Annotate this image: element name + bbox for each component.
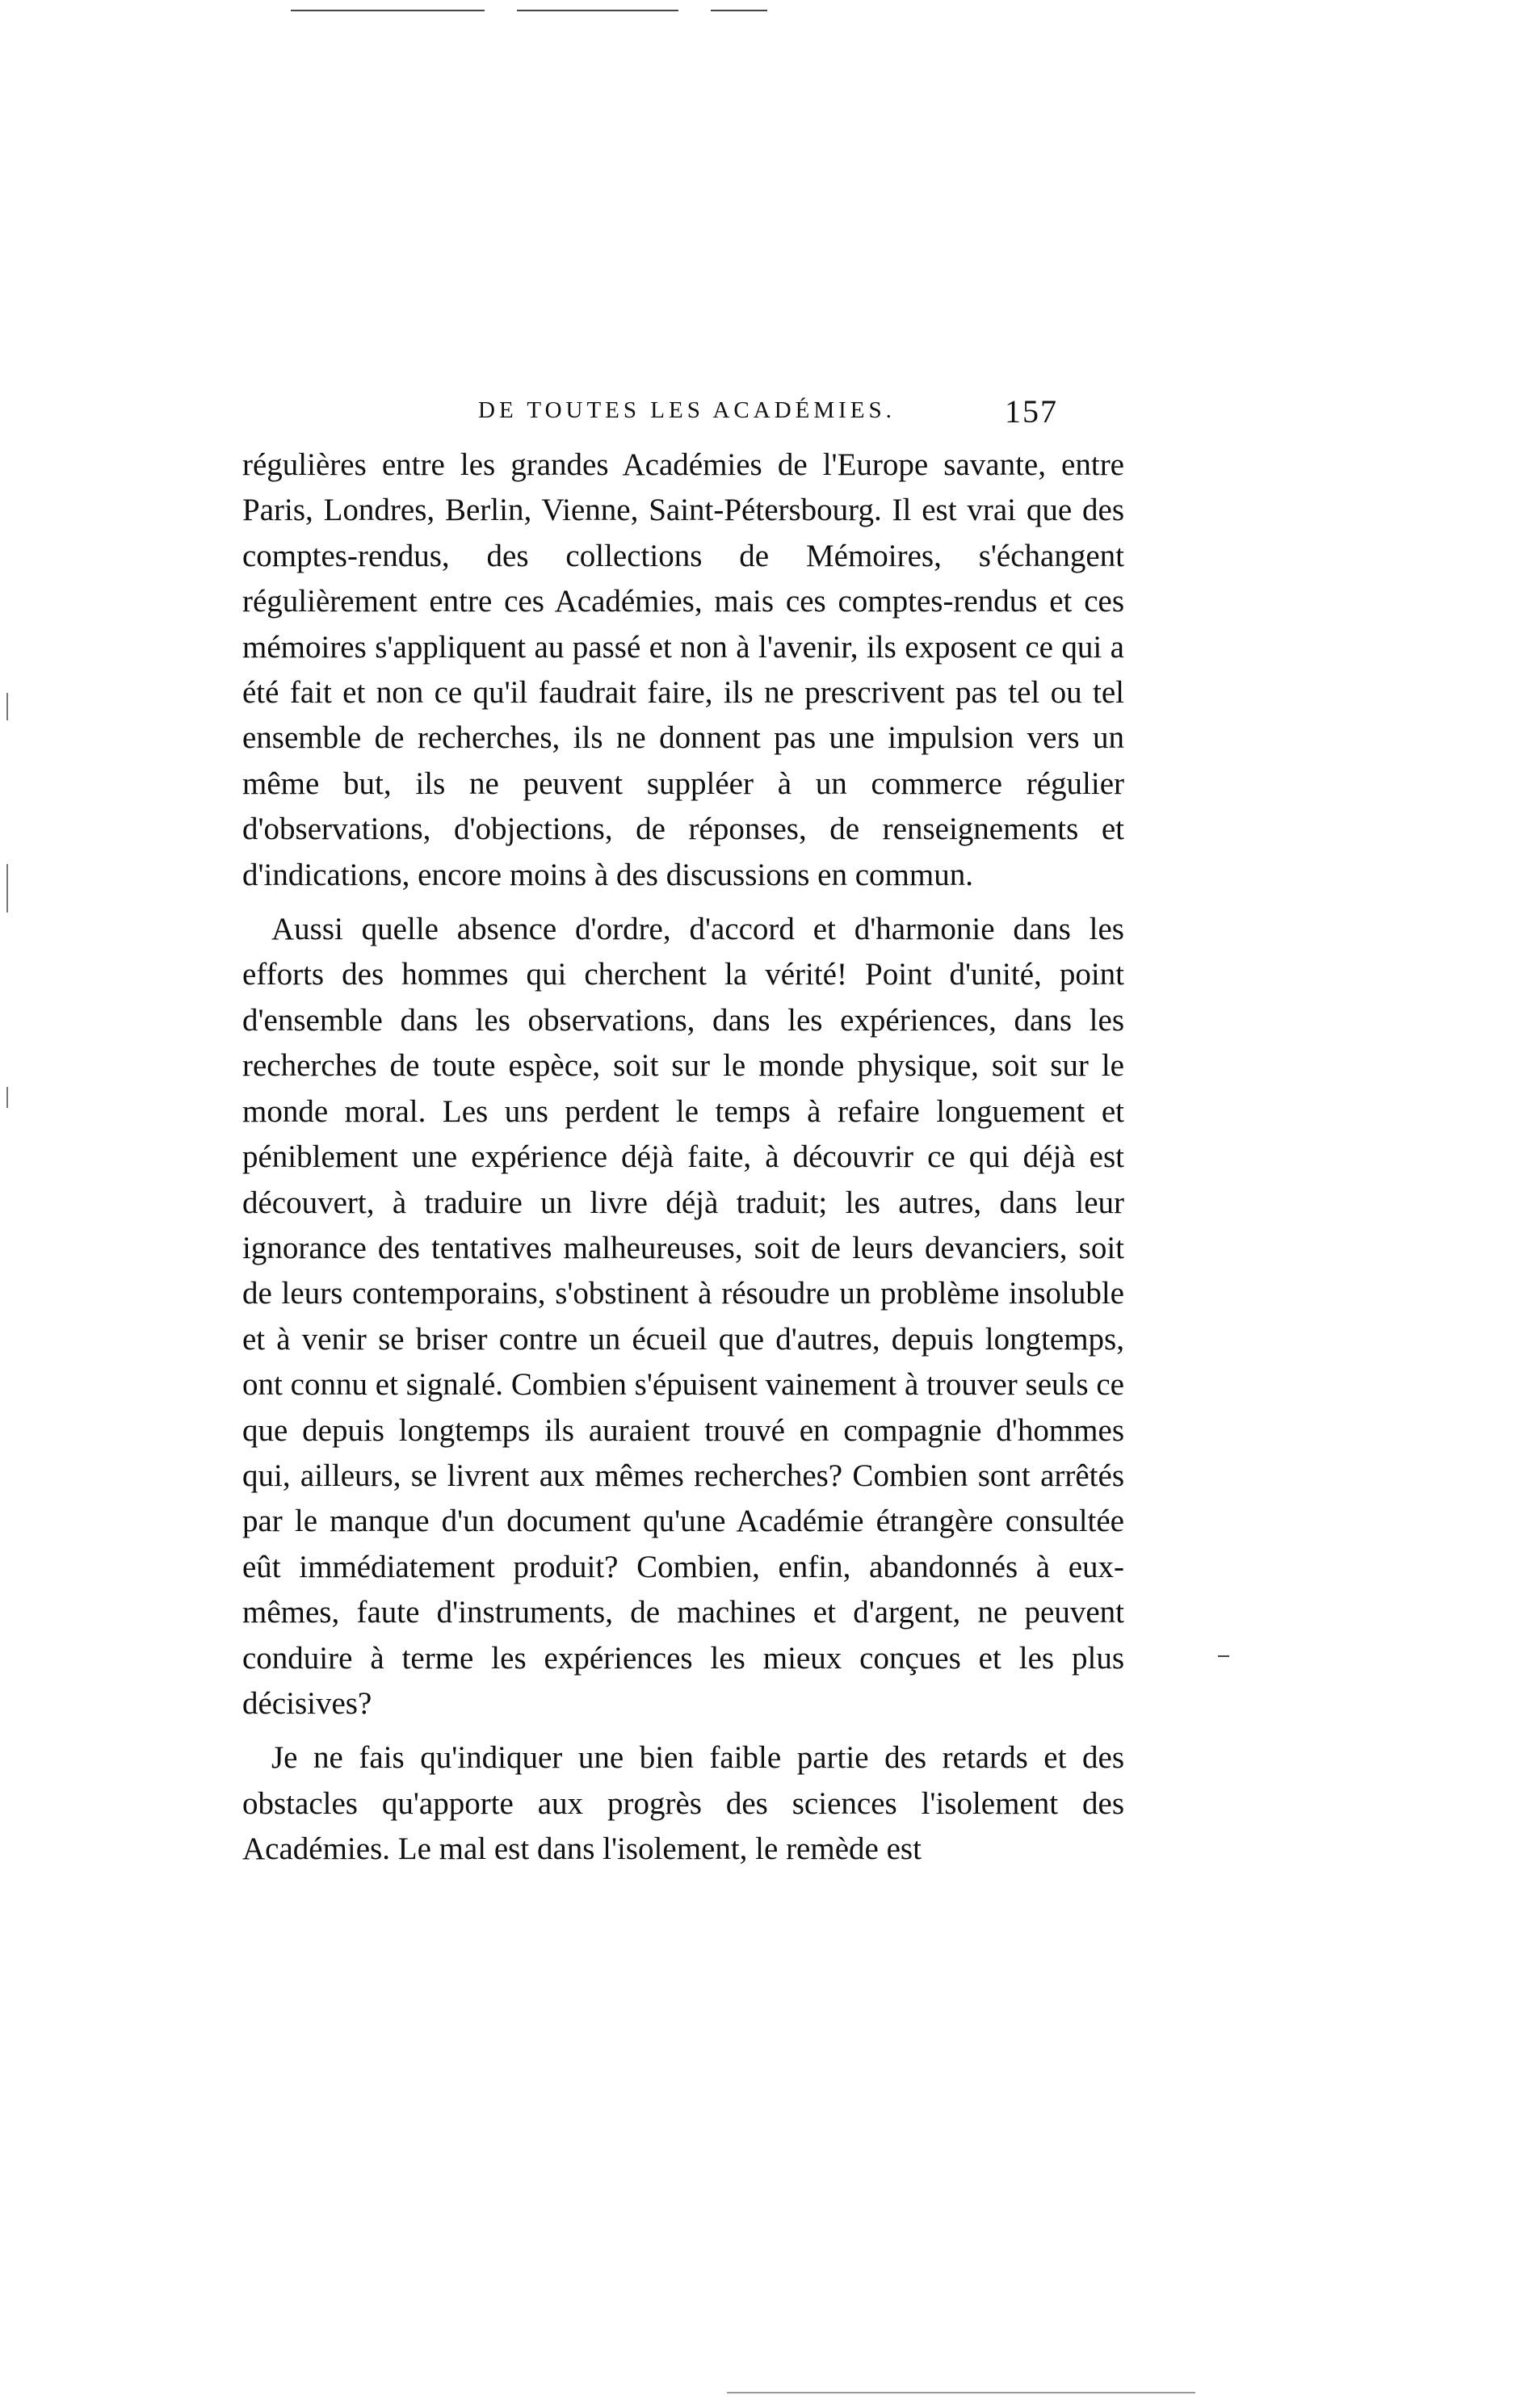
scan-edge-mark-bottom — [727, 2392, 1195, 2393]
scan-edge-mark-right — [1218, 1655, 1229, 1657]
paragraph-2: Aussi quelle absence d'ordre, d'accord et d'harmonie dans les efforts des hommes qui cherchent la vérité! Point d'unité, point d'ensemble dans les observations, dans les expériences, dans les recherches de toute espèce, soit sur le monde physique, soit sur le monde moral. Les uns perdent le temps à refaire longuement et péniblement une expérience déjà faite, à découvrir ce qui déjà est découvert, à traduire un livre déjà traduit; les autres, dans leur ignorance des tentatives malheureuses, soit de leurs devanciers, soit de leurs contemporains, s'obstinent à résoudre un problème insoluble et à venir se briser contre un écueil que d'autres, depuis longtemps, ont connu et signalé. Combien s'épuisent vainement à trouver seuls ce que depuis longtemps ils auraient trouvé en compagnie d'hommes qui, ailleurs, se livrent aux mêmes recherches? Combien sont arrêtés par le manque d'un document qu'une Académie étrangère consultée eût immédiatement produit? Combien, enfin, abandonnés à eux-mêmes, faute d'instruments, de machines et d'argent, ne peuvent conduire à terme les expériences les mieux conçues et les plus décisives? — [242, 912, 1124, 1721]
page-text — [242, 443, 1124, 1882]
scan-edge-tick-left-3 — [6, 1087, 8, 1108]
scan-edge-mark-top-3 — [711, 10, 767, 11]
scan-edge-mark-top-1 — [291, 10, 485, 11]
scan-edge-mark-top-2 — [517, 10, 678, 11]
running-head — [478, 393, 1124, 430]
scan-edge-tick-left-1 — [6, 693, 8, 720]
page-number: 157 — [1005, 393, 1058, 430]
paragraph-1: régulières entre les grandes Académies de l'Europe savante, entre Paris, Londres, Berlin, Vienne, Saint-Pétersbourg. Il est vrai que des comptes-rendus, des collections de Mémoires, s'échangent régulièrement entre ces Académies, mais ces comptes-rendus et ces mémoires s'appliquent au passé et non à l'avenir, ils exposent ce qui a été fait et non ce qu'il faudrait faire, ils ne prescrivent pas tel ou tel ensemble de recherches, ils ne donnent pas une impulsion vers un même but, ils ne peuvent suppléer à un commerce régulier d'observations, d'objections, de réponses, de renseignements et d'indications, encore moins à des discussions en commun. — [242, 447, 1124, 892]
running-title: DE TOUTES LES ACADÉMIES. — [478, 397, 896, 423]
paragraph-3: Je ne fais qu'indiquer une bien faible partie des retards et des obstacles qu'apporte aux progrès des sciences l'isolement des Académies. Le mal est dans l'isolement, le remède est — [242, 1740, 1124, 1867]
scan-edge-tick-left-2 — [6, 864, 8, 912]
